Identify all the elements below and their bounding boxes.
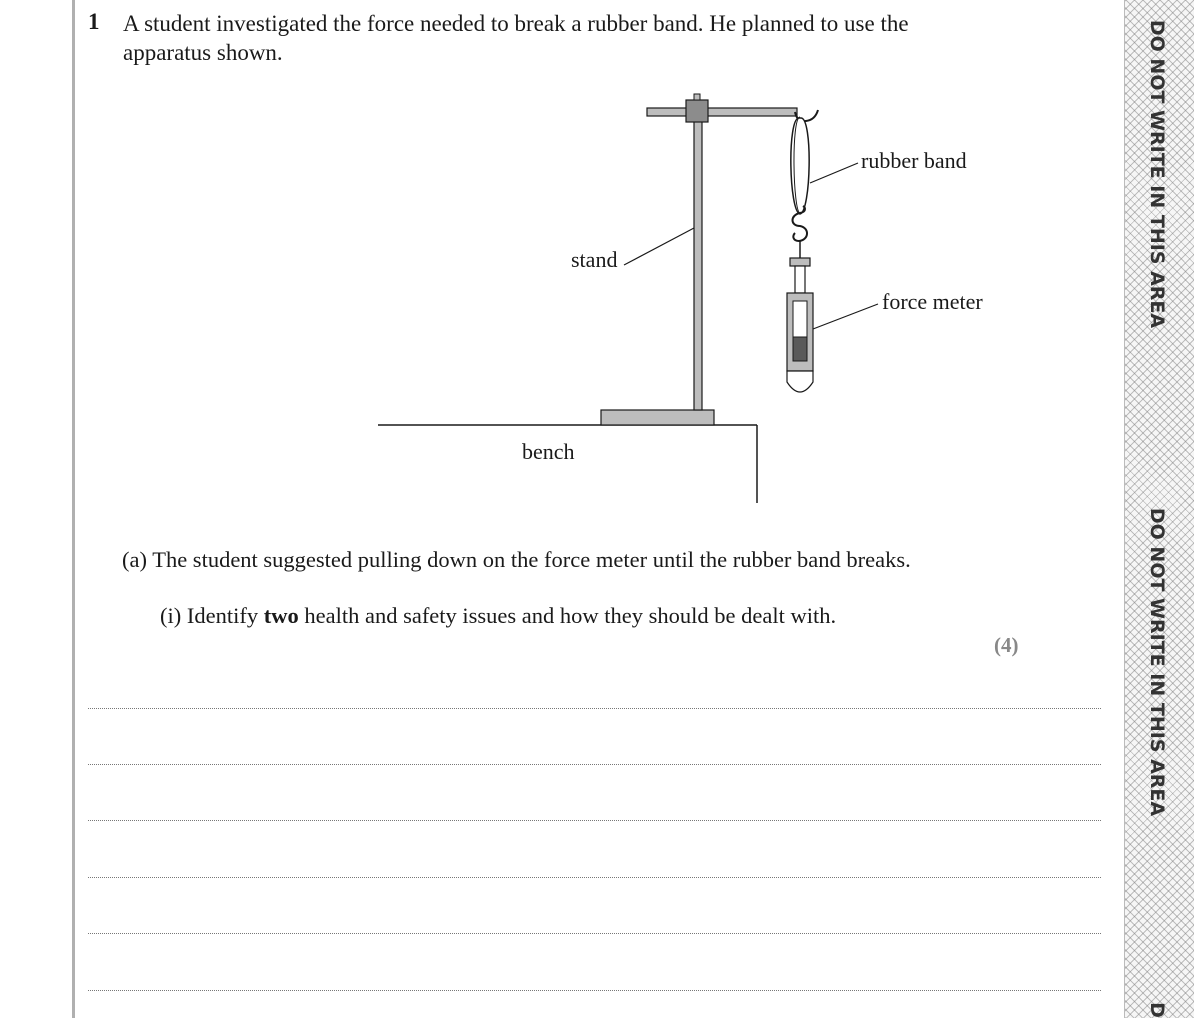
answer-line[interactable] — [88, 990, 1101, 991]
marks-allocation: (4) — [994, 633, 1019, 657]
leader-lines — [624, 163, 878, 329]
answer-line[interactable] — [88, 708, 1101, 709]
part-a-label: (a) — [122, 547, 147, 572]
rubber-band-label: rubber band — [861, 148, 967, 173]
stand-label: stand — [571, 247, 618, 272]
part-a-text: The student suggested pulling down on the force meter until the rubber band breaks. — [152, 547, 911, 572]
question-line-1: A student investigated the force needed to break a rubber band. He planned to use the — [123, 11, 909, 36]
bench-label: bench — [522, 439, 575, 464]
force-meter-label: force meter — [882, 289, 983, 314]
part-a-i-text-after: health and safety issues and how they should be dealt with. — [304, 603, 837, 628]
rubber-band-drawing — [791, 117, 809, 214]
answer-line[interactable] — [88, 820, 1101, 821]
part-a-i-label: (i) — [160, 603, 182, 628]
answer-line[interactable] — [88, 764, 1101, 765]
part-a-i-text-before: Identify — [186, 603, 259, 628]
part-a — [122, 547, 911, 573]
answer-line[interactable] — [88, 877, 1101, 878]
margin-warning-bottom: DO NOT WRITE IN THIS AREA — [1146, 507, 1168, 817]
question-number: 1 — [88, 9, 100, 34]
part-a-i — [160, 603, 836, 629]
margin-warning-cut: D — [1146, 1002, 1168, 1018]
question-line-2: apparatus shown. — [123, 40, 283, 65]
s-hook-drawing — [793, 206, 808, 258]
force-meter-drawing — [787, 258, 813, 392]
margin-warning-top: DO NOT WRITE IN THIS AREA — [1146, 19, 1168, 329]
part-a-i-emphasis: two — [263, 603, 299, 628]
answer-line[interactable] — [88, 933, 1101, 934]
